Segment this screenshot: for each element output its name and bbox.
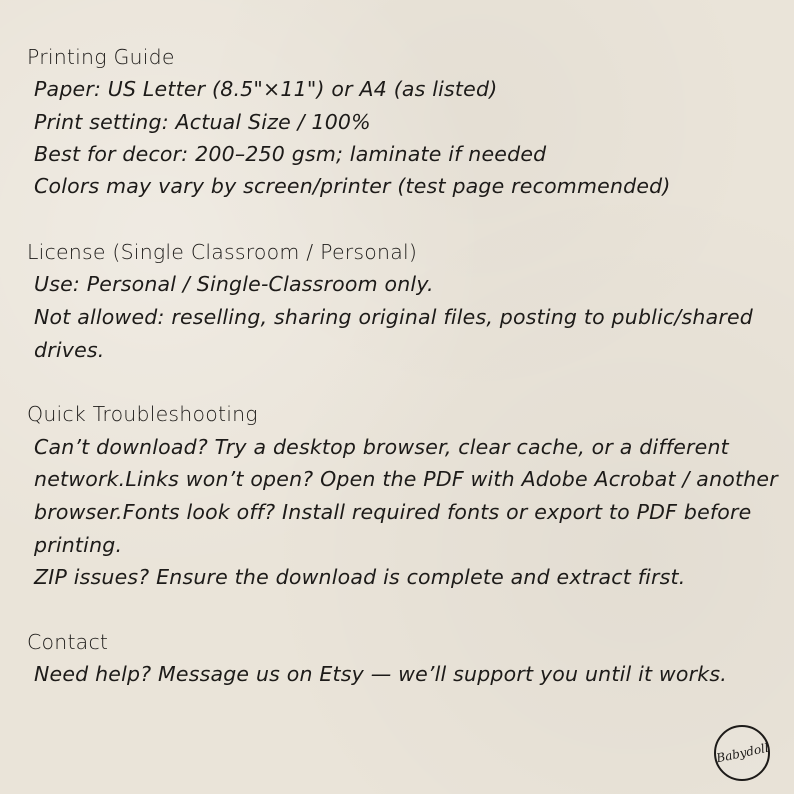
contact-heading: Contact — [27, 630, 109, 654]
troubleshooting-line-4: printing. — [34, 533, 123, 557]
troubleshooting-line-2: network.Links won’t open? Open the PDF with Adobe Acrobat / another — [34, 467, 778, 491]
license-use-line: Use: Personal / Single-Classroom only. — [34, 272, 434, 296]
colors-vary-line: Colors may vary by screen/printer (test page recommended) — [34, 174, 671, 198]
best-for-decor-line: Best for decor: 200–250 gsm; laminate if needed — [34, 142, 547, 166]
troubleshooting-line-5: ZIP issues? Ensure the download is complete and extract first. — [34, 565, 686, 589]
troubleshooting-line-3: browser.Fonts look off? Install required fonts or export to PDF before — [34, 500, 752, 524]
printing-guide-heading: Printing Guide — [27, 45, 175, 69]
troubleshooting-heading: Quick Troubleshooting — [27, 402, 258, 426]
contact-line: Need help? Message us on Etsy — we’ll support you until it works. — [34, 662, 727, 686]
brand-logo-text: Babydoll — [714, 740, 770, 766]
brand-logo — [714, 725, 770, 781]
print-setting-line: Print setting: Actual Size / 100% — [34, 110, 371, 134]
troubleshooting-line-1: Can’t download? Try a desktop browser, clear cache, or a different — [34, 435, 729, 459]
license-heading: License (Single Classroom / Personal) — [27, 240, 418, 264]
paper-line: Paper: US Letter (8.5"×11") or A4 (as listed) — [34, 77, 498, 101]
license-not-allowed-line-cont: drives. — [34, 338, 105, 362]
license-not-allowed-line: Not allowed: reselling, sharing original files, posting to public/shared — [34, 305, 754, 329]
